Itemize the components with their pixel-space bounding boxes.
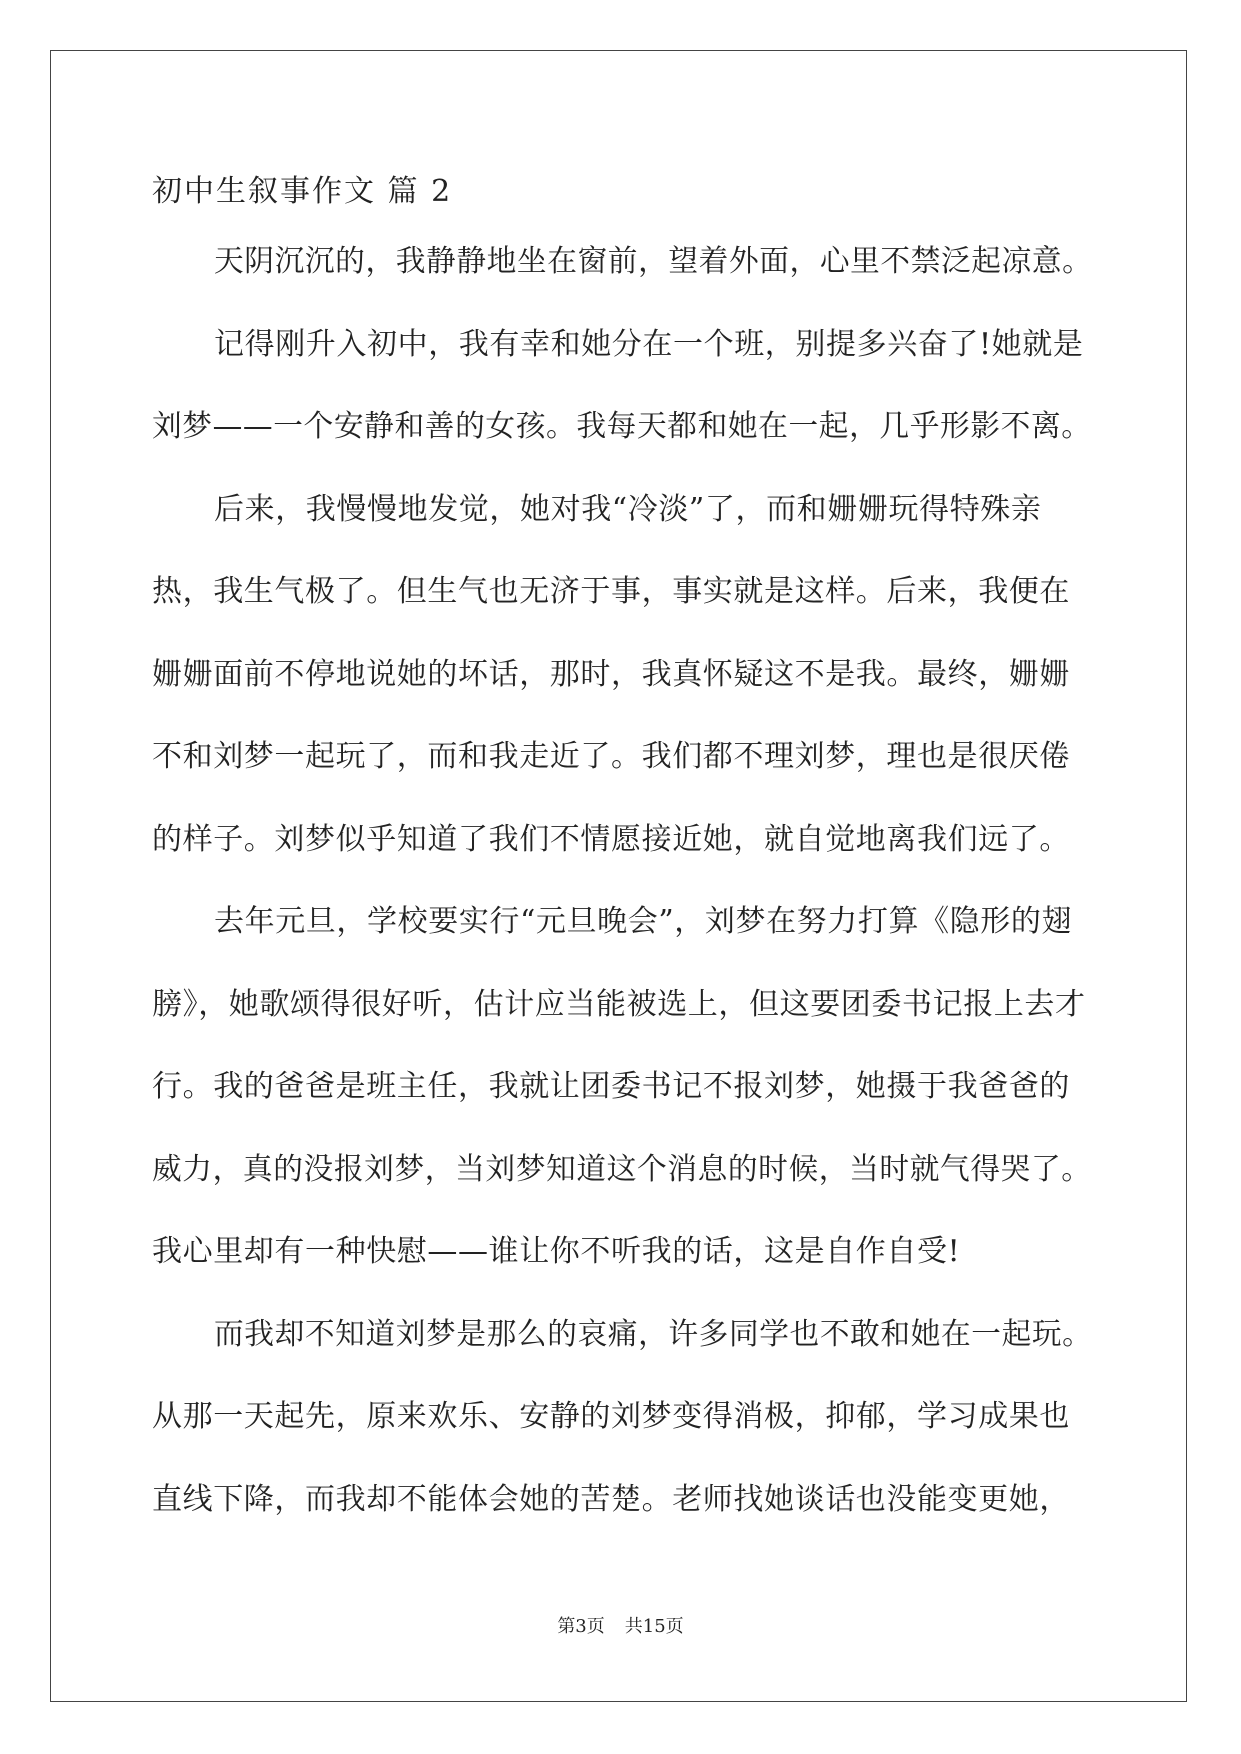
text-line: 我心里却有一种快慰——谁让你不听我的话，这是自作自受! [152, 1234, 961, 1269]
text-line: 刘梦——一个安静和善的女孩。我每天都和她在一起，几乎形影不离。 [152, 409, 1092, 444]
text-line: 膀》，她歌颂得很好听，估计应当能被选上，但这要团委书记报上去才 [152, 986, 1086, 1022]
page-footer [0, 1615, 1241, 1639]
text-line: 记得刚升入初中，我有幸和她分在一个班，别提多兴奋了!她就是 [214, 326, 1084, 362]
text-line: 的样子。刘梦似乎知道了我们不情愿接近她，就自觉地离我们远了。 [152, 821, 1070, 857]
text-line: 威力，真的没报刘梦，当刘梦知道这个消息的时候，当时就气得哭了。 [152, 1151, 1092, 1187]
text-line: 不和刘梦一起玩了，而和我走近了。我们都不理刘梦，理也是很厌倦 [152, 739, 1070, 774]
text-line: 从那一天起先，原来欢乐、安静的刘梦变得消极，抑郁，学习成果也 [152, 1399, 1070, 1434]
text-line: 而我却不知道刘梦是那么的哀痛，许多同学也不敢和她在一起玩。 [214, 1316, 1093, 1352]
text-line: 后来，我慢慢地发觉，她对我“冷淡”了，而和姗姗玩得特殊亲 [214, 491, 1042, 527]
text-line: 姗姗面前不停地说她的坏话，那时，我真怀疑这不是我。最终，姗姗 [152, 656, 1070, 692]
text-line: 直线下降，而我却不能体会她的苦楚。老师找她谈话也没能变更她， [152, 1481, 1070, 1517]
text-line: 热，我生气极了。但生气也无济于事，事实就是这样。后来，我便在 [152, 574, 1070, 609]
text-line: 行。我的爸爸是班主任，我就让团委书记不报刘梦，她摄于我爸爸的 [152, 1069, 1070, 1104]
page-number: 第3页 [557, 1616, 605, 1637]
page-total: 共15页 [624, 1616, 684, 1637]
text-line: 去年元旦，学校要实行“元旦晚会”，刘梦在努力打算《隐形的翅 [214, 904, 1073, 939]
text-line: 天阴沉沉的，我静静地坐在窗前，望着外面，心里不禁泛起凉意。 [214, 244, 1093, 279]
page-border [50, 50, 1187, 1702]
document-title: 初中生叙事作文 篇 2 [152, 174, 453, 209]
